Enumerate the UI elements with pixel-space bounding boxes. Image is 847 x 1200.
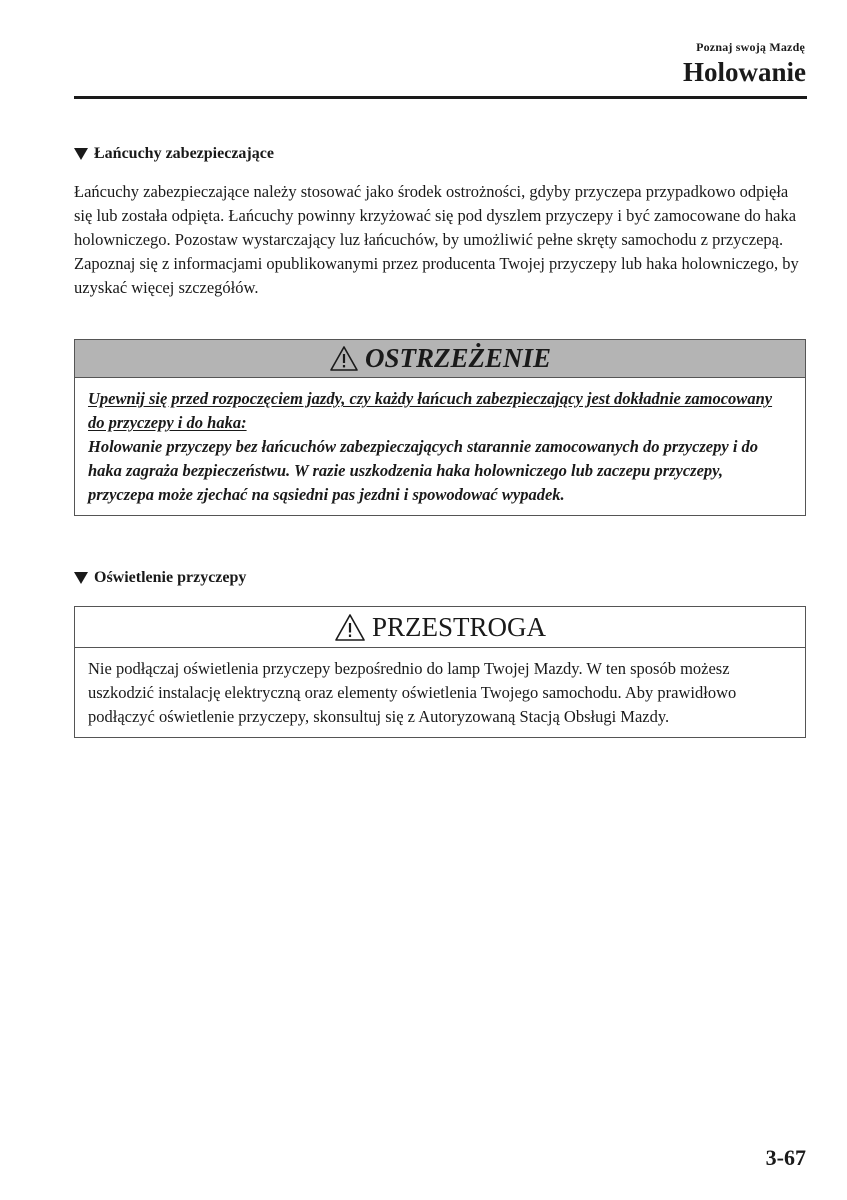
section-heading-trailer-lights bbox=[74, 569, 246, 587]
page-title: Holowanie bbox=[682, 57, 806, 87]
caution-text: Nie podłączaj oświetlenia przyczepy bezpośrednio do lamp Twojej Mazdy. W ten sposób możesz uszkodzić instalację elektryczną oraz elementy oświetlenia Twojego samochodu. Aby prawidłowo podłączyć oświetlenie przyczepy, skonsultuj się z Autoryzowaną Stacją Obsługi Mazdy. bbox=[88, 659, 737, 726]
warning-header bbox=[75, 340, 805, 378]
warning-triangle-icon bbox=[329, 345, 359, 372]
warning-body bbox=[75, 378, 805, 515]
warning-label: OSTRZEŻENIE bbox=[364, 343, 552, 373]
caution-body bbox=[75, 648, 805, 737]
page-number: 3-67 bbox=[765, 1145, 806, 1170]
paragraph-safety-chains: Łańcuchy zabezpieczające należy stosować jako środek ostrożności, gdyby przyczepa przypadkowo odpięła się lub została odpięta. Łańcuchy powinny krzyżować się pod dyszlem przyczepy i być zamocowane do haka holowniczego. Pozostaw wystarczający luz łańcuchów, by umożliwić pełne skręty samochodu z przyczepą. Zapoznaj się z informacjami opublikowanymi przez producenta Twojej przyczepy lub haka holowniczego, by uzyskać więcej szczegółów. bbox=[74, 182, 799, 297]
warning-triangle-icon bbox=[334, 613, 366, 642]
chapter-label: Poznaj swoją Mazdę bbox=[696, 40, 805, 54]
section-heading-label: Oświetlenie przyczepy bbox=[94, 569, 247, 586]
section-heading-safety-chains bbox=[74, 145, 274, 163]
section-heading-label: Łańcuchy zabezpieczające bbox=[94, 145, 274, 162]
caution-box bbox=[74, 606, 806, 738]
header-divider bbox=[74, 96, 807, 99]
triangle-down-icon bbox=[74, 148, 88, 160]
caution-label: PRZESTROGA bbox=[371, 611, 547, 642]
warning-lead: Upewnij się przed rozpoczęciem jazdy, czy każdy łańcuch zabezpieczający jest dokładnie zamocowany do przyczepy i do haka: bbox=[88, 389, 773, 432]
warning-text: Holowanie przyczepy bez łańcuchów zabezpieczających starannie zamocowanych do przyczepy i do haka zagraża bezpieczeństwu. W razie uszkodzenia haka holowniczego lub zaczepu przyczepy, przyczepa może zjechać na sąsiedni pas jezdni i spowodować wypadek. bbox=[88, 437, 759, 504]
warning-box bbox=[74, 339, 806, 516]
triangle-down-icon bbox=[74, 572, 88, 584]
caution-header bbox=[75, 607, 805, 648]
